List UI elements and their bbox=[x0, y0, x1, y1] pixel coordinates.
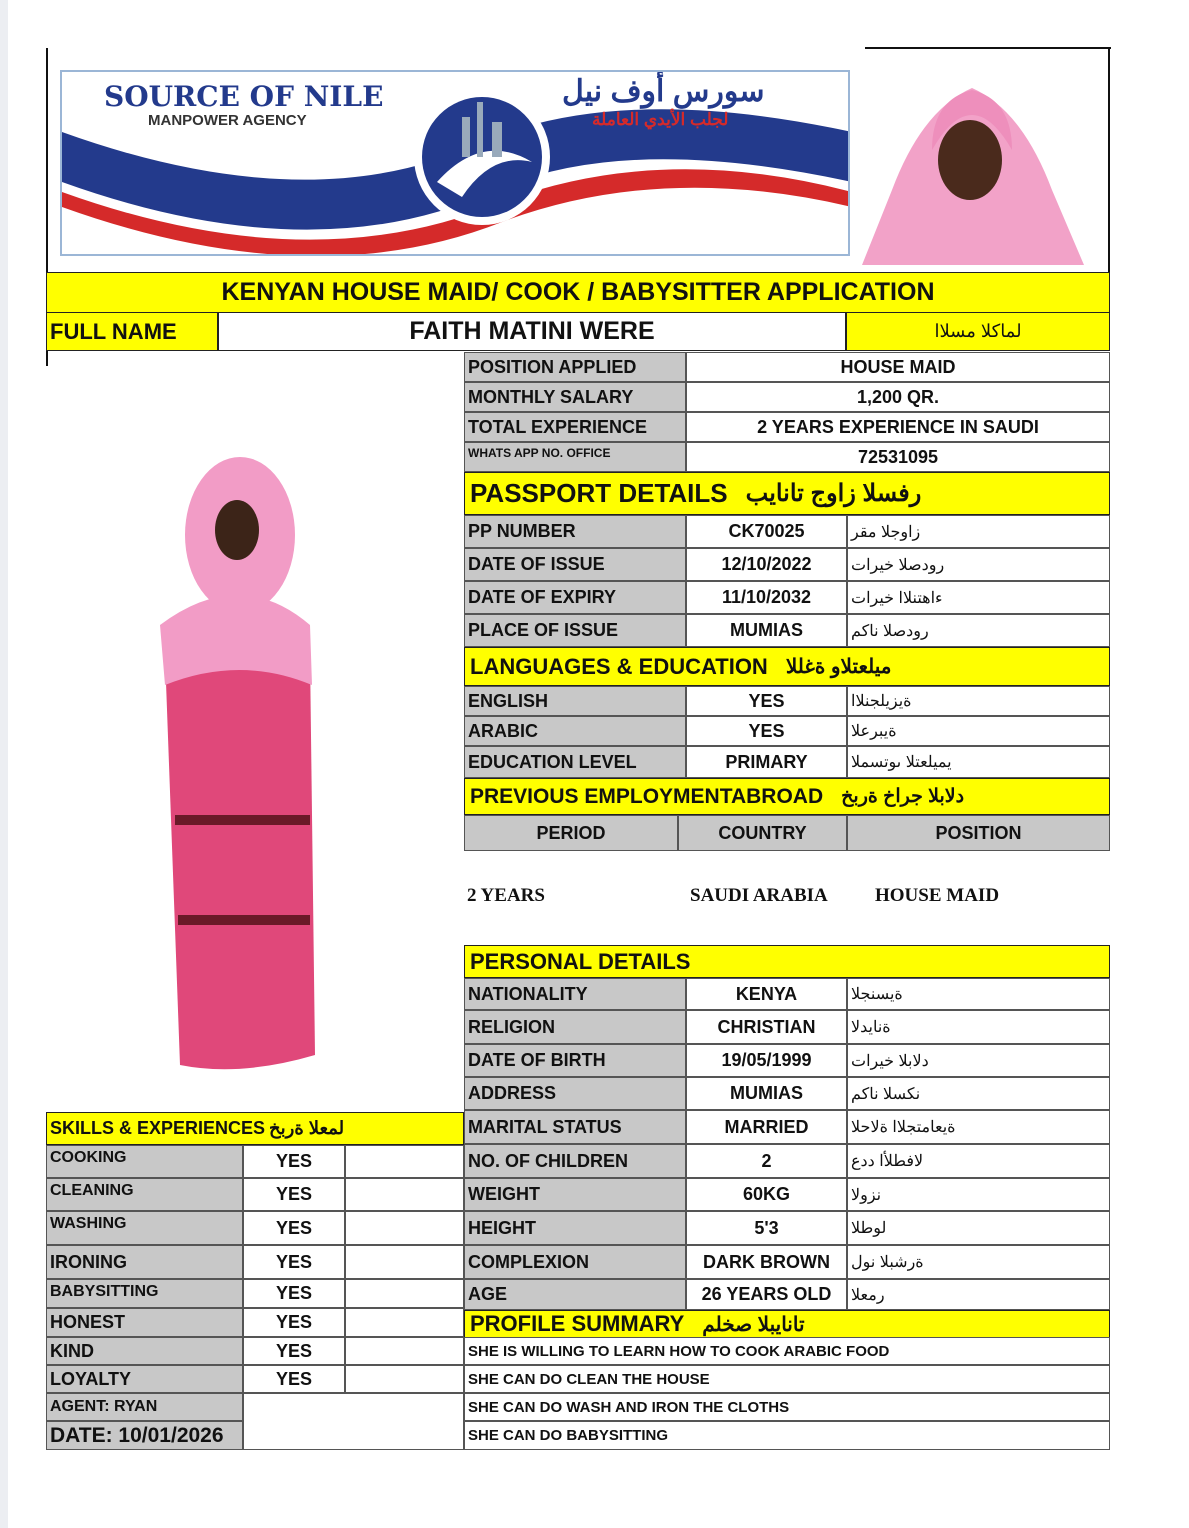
skill-value: YES bbox=[243, 1337, 345, 1365]
languages-arabic: ةيبرعلا bbox=[847, 716, 1110, 746]
logo-name: SOURCE OF NILE bbox=[104, 80, 384, 113]
personal-arabic: دلابلا خيرات bbox=[847, 1044, 1110, 1077]
logo-sub: MANPOWER AGENCY bbox=[148, 112, 307, 129]
full-name-label: FULL NAME bbox=[46, 312, 218, 351]
languages-label: EDUCATION LEVEL bbox=[464, 746, 686, 778]
skill-blank bbox=[345, 1308, 464, 1337]
personal-label: RELIGION bbox=[464, 1010, 686, 1044]
previous-header bbox=[464, 778, 1110, 815]
languages-arabic: ةيزيلجنلاا bbox=[847, 686, 1110, 716]
skill-value: YES bbox=[243, 1308, 345, 1337]
job-value: 72531095 bbox=[686, 442, 1110, 472]
job-label: POSITION APPLIED bbox=[464, 352, 686, 382]
skill-label: LOYALTY bbox=[46, 1365, 243, 1393]
personal-arabic: ةيسنجلا bbox=[847, 978, 1110, 1010]
profile-line: SHE CAN DO CLEAN THE HOUSE bbox=[464, 1365, 1110, 1393]
prev-period: 2 YEARS bbox=[467, 885, 545, 906]
profile-header-arabic: تانايبلا صخلم bbox=[702, 1313, 805, 1336]
personal-value: 19/05/1999 bbox=[686, 1044, 847, 1077]
personal-arabic: ةرشبلا نول bbox=[847, 1245, 1110, 1279]
job-value: 2 YEARS EXPERIENCE IN SAUDI bbox=[686, 412, 1110, 442]
skill-label: IRONING bbox=[46, 1245, 243, 1279]
skill-blank bbox=[345, 1178, 464, 1211]
skill-label: CLEANING bbox=[46, 1178, 243, 1211]
personal-arabic: نكسلا ناكم bbox=[847, 1077, 1110, 1110]
prev-country: SAUDI ARABIA bbox=[690, 885, 828, 906]
passport-label: PP NUMBER bbox=[464, 515, 686, 548]
personal-value: KENYA bbox=[686, 978, 847, 1010]
passport-header-label: PASSPORT DETAILS bbox=[470, 478, 728, 508]
personal-label: MARITAL STATUS bbox=[464, 1110, 686, 1144]
passport-value: CK70025 bbox=[686, 515, 847, 548]
personal-arabic: رمعلا bbox=[847, 1279, 1110, 1310]
personal-value: 60KG bbox=[686, 1178, 847, 1211]
skill-blank bbox=[345, 1337, 464, 1365]
personal-arabic: ةيعامتجلاا ةلاحلا bbox=[847, 1110, 1110, 1144]
profile-header bbox=[464, 1310, 1110, 1338]
portrait-photo bbox=[862, 50, 1084, 265]
job-label: TOTAL EXPERIENCE bbox=[464, 412, 686, 442]
agency-logo bbox=[60, 70, 850, 256]
job-label: MONTHLY SALARY bbox=[464, 382, 686, 412]
skill-value: YES bbox=[243, 1279, 345, 1308]
skill-blank bbox=[345, 1245, 464, 1279]
personal-label: ADDRESS bbox=[464, 1077, 686, 1110]
skills-header-label: SKILLS & EXPERIENCES bbox=[50, 1118, 266, 1138]
previous-header-label: PREVIOUS EMPLOYMENTABROAD bbox=[470, 784, 824, 808]
languages-value: YES bbox=[686, 686, 847, 716]
logo-arabic-sub: لجلب الأيدي العاملة bbox=[592, 110, 729, 129]
passport-value: MUMIAS bbox=[686, 614, 847, 647]
skill-value: YES bbox=[243, 1211, 345, 1245]
skill-value: YES bbox=[243, 1145, 345, 1178]
prev-column-header: PERIOD bbox=[464, 815, 678, 851]
personal-value: DARK BROWN bbox=[686, 1245, 847, 1279]
personal-header bbox=[464, 945, 1110, 978]
full-name-arabic: لماكلا مسلاا bbox=[846, 312, 1110, 351]
skill-blank bbox=[345, 1145, 464, 1178]
personal-label: NO. OF CHILDREN bbox=[464, 1144, 686, 1178]
languages-value: PRIMARY bbox=[686, 746, 847, 778]
skill-label: BABYSITTING bbox=[46, 1279, 243, 1308]
skill-blank bbox=[345, 1211, 464, 1245]
personal-label: NATIONALITY bbox=[464, 978, 686, 1010]
full-name-value: FAITH MATINI WERE bbox=[218, 312, 846, 351]
personal-label: WEIGHT bbox=[464, 1178, 686, 1211]
passport-arabic: ءاهتنلاا خيرات bbox=[847, 581, 1110, 614]
profile-line: SHE IS WILLING TO LEARN HOW TO COOK ARABIC FOOD bbox=[464, 1337, 1110, 1365]
full-body-photo bbox=[160, 455, 318, 1077]
prev-position: HOUSE MAID bbox=[875, 885, 1000, 906]
languages-label: ENGLISH bbox=[464, 686, 686, 716]
skill-label: KIND bbox=[46, 1337, 243, 1365]
job-value: 1,200 QR. bbox=[686, 382, 1110, 412]
page-edge bbox=[0, 0, 8, 1528]
personal-value: MARRIED bbox=[686, 1110, 847, 1144]
personal-label: DATE OF BIRTH bbox=[464, 1044, 686, 1077]
passport-header-arabic: رفسلا زاوج تانايب bbox=[745, 480, 922, 507]
personal-header-label: PERSONAL DETAILS bbox=[470, 948, 691, 974]
prev-column-header: COUNTRY bbox=[678, 815, 847, 851]
personal-value: CHRISTIAN bbox=[686, 1010, 847, 1044]
languages-header bbox=[464, 647, 1110, 686]
languages-value: YES bbox=[686, 716, 847, 746]
skills-header-arabic: لمعلا ةربخ bbox=[269, 1118, 345, 1138]
skill-label: HONEST bbox=[46, 1308, 243, 1337]
logo-arabic-name: سورس أوف نيل bbox=[562, 75, 765, 108]
personal-value: 26 YEARS OLD bbox=[686, 1279, 847, 1310]
personal-arabic: لافطلأا ددع bbox=[847, 1144, 1110, 1178]
border-right bbox=[1108, 47, 1110, 273]
skill-blank bbox=[345, 1365, 464, 1393]
previous-header-arabic: دلابلا جراخ ةربخ bbox=[841, 786, 965, 807]
passport-value: 11/10/2032 bbox=[686, 581, 847, 614]
passport-arabic: رودصلا خيرات bbox=[847, 548, 1110, 581]
profile-header-label: PROFILE SUMMARY bbox=[470, 1311, 685, 1336]
passport-label: DATE OF ISSUE bbox=[464, 548, 686, 581]
personal-label: HEIGHT bbox=[464, 1211, 686, 1245]
languages-label: ARABIC bbox=[464, 716, 686, 746]
agent-blank bbox=[243, 1393, 464, 1450]
profile-line: SHE CAN DO BABYSITTING bbox=[464, 1421, 1110, 1450]
skill-value: YES bbox=[243, 1365, 345, 1393]
profile-line: SHE CAN DO WASH AND IRON THE CLOTHS bbox=[464, 1393, 1110, 1421]
job-value: HOUSE MAID bbox=[686, 352, 1110, 382]
agent-label: AGENT: RYAN bbox=[46, 1393, 243, 1421]
skill-blank bbox=[345, 1279, 464, 1308]
skills-header bbox=[46, 1112, 464, 1145]
passport-label: DATE OF EXPIRY bbox=[464, 581, 686, 614]
passport-label: PLACE OF ISSUE bbox=[464, 614, 686, 647]
prev-column-header: POSITION bbox=[847, 815, 1110, 851]
skill-value: YES bbox=[243, 1245, 345, 1279]
languages-header-label: LANGUAGES & EDUCATION bbox=[470, 653, 768, 679]
application-title: KENYAN HOUSE MAID/ COOK / BABYSITTER APPLICATION bbox=[46, 272, 1110, 313]
personal-arabic: لوطلا bbox=[847, 1211, 1110, 1245]
personal-value: MUMIAS bbox=[686, 1077, 847, 1110]
skill-label: WASHING bbox=[46, 1211, 243, 1245]
date-label: DATE: 10/01/2026 bbox=[46, 1421, 243, 1450]
languages-arabic: يميلعتلا ىوتسملا bbox=[847, 746, 1110, 778]
personal-arabic: نزولا bbox=[847, 1178, 1110, 1211]
job-label: WHATS APP NO. OFFICE bbox=[464, 442, 686, 472]
passport-value: 12/10/2022 bbox=[686, 548, 847, 581]
personal-label: AGE bbox=[464, 1279, 686, 1310]
personal-label: COMPLEXION bbox=[464, 1245, 686, 1279]
personal-value: 2 bbox=[686, 1144, 847, 1178]
border-top bbox=[865, 47, 1111, 49]
personal-arabic: ةنايدلا bbox=[847, 1010, 1110, 1044]
personal-value: 5'3 bbox=[686, 1211, 847, 1245]
passport-header bbox=[464, 472, 1110, 515]
passport-arabic: زاوجلا مقر bbox=[847, 515, 1110, 548]
skill-value: YES bbox=[243, 1178, 345, 1211]
passport-arabic: رودصلا ناكم bbox=[847, 614, 1110, 647]
skill-label: COOKING bbox=[46, 1145, 243, 1178]
languages-header-arabic: ميلعتلاو ةغللا bbox=[785, 656, 892, 678]
